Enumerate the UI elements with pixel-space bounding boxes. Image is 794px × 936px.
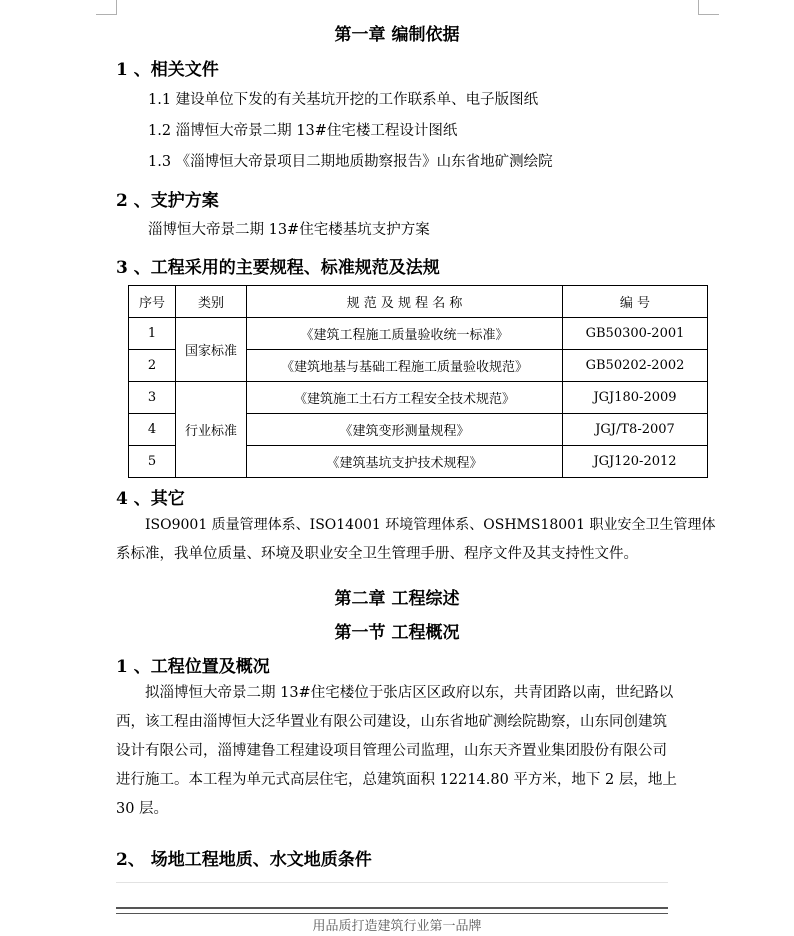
- row-code: JGJ/T8-2007: [563, 414, 708, 446]
- row-no: 1: [129, 318, 176, 350]
- category-industry: 行业标准: [176, 382, 247, 478]
- section-6-heading: 2、 场地工程地质、水文地质条件: [116, 850, 372, 870]
- chapter-1-title: 第一章 编制依据: [334, 25, 460, 45]
- row-name: 《建筑变形测量规程》: [247, 414, 563, 446]
- row-code: GB50202-2002: [563, 350, 708, 382]
- section-1-heading: 1 、相关文件: [116, 60, 219, 80]
- row-name: 《建筑地基与基础工程施工质量验收规范》: [247, 350, 563, 382]
- row-no: 4: [129, 414, 176, 446]
- section-2-heading: 2 、支护方案: [116, 191, 219, 211]
- row-name: 《建筑施工土石方工程安全技术规范》: [247, 382, 563, 414]
- header-code: 编 号: [563, 286, 708, 318]
- section-5-line-2: 西，该工程由淄博恒大泛华置业有限公司建设，山东省地矿测绘院勘察，山东同创建筑: [116, 714, 667, 730]
- section-1-item-2: 1.2 淄博恒大帝景二期 13#住宅楼工程设计图纸: [148, 123, 458, 139]
- chapter-2-title: 第二章 工程综述: [334, 589, 460, 609]
- category-national: 国家标准: [176, 318, 247, 382]
- footer-slogan: 用品质打造建筑行业第一品牌: [312, 919, 482, 934]
- row-no: 3: [129, 382, 176, 414]
- section-3-heading: 3 、工程采用的主要规程、标准规范及法规: [116, 258, 440, 278]
- section-2-text: 淄博恒大帝景二期 13#住宅楼基坑支护方案: [148, 222, 430, 238]
- row-name: 《建筑基坑支护技术规程》: [247, 446, 563, 478]
- header-no: 序号: [129, 286, 176, 318]
- footer-rule: [116, 907, 668, 914]
- section-4-line-2: 系标准，我单位质量、环境及职业安全卫生管理手册、程序文件及其支持性文件。: [116, 546, 638, 562]
- row-no: 5: [129, 446, 176, 478]
- section-5-line-1: 拟淄博恒大帝景二期 13#住宅楼位于张店区区政府以东，共青团路以南，世纪路以: [145, 685, 674, 701]
- regulations-table: [128, 285, 708, 478]
- section-4-heading: 4 、其它: [116, 489, 185, 509]
- section-4-paragraph: [116, 511, 720, 569]
- crop-mark-top-right: [698, 0, 719, 15]
- section-5-line-4: 进行施工。本工程为单元式高层住宅，总建筑面积 12214.80 平方米，地下 2 层，地上: [116, 772, 677, 788]
- section-5-paragraph: [116, 679, 720, 824]
- header-name: 规 范 及 规 程 名 称: [247, 286, 563, 318]
- row-name: 《建筑工程施工质量验收统一标准》: [247, 318, 563, 350]
- chapter-2-section-1: 第一节 工程概况: [334, 623, 460, 643]
- table-header-row: [129, 286, 708, 318]
- section-5-line-3: 设计有限公司，淄博建鲁工程建设项目管理公司监理，山东天齐置业集团股份有限公司: [116, 743, 667, 759]
- row-code: JGJ120-2012: [563, 446, 708, 478]
- crop-mark-top-left: [96, 0, 117, 15]
- section-4-line-1: ISO9001 质量管理体系、ISO14001 环境管理体系、OSHMS18001 职业安全卫生管理体: [145, 517, 716, 533]
- table-row: [129, 318, 708, 350]
- row-no: 2: [129, 350, 176, 382]
- section-5-line-5: 30 层。: [116, 801, 169, 817]
- section-1-item-3: 1.3 《淄博恒大帝景项目二期地质勘察报告》山东省地矿测绘院: [148, 154, 553, 170]
- table-row: [129, 382, 708, 414]
- section-5-heading: 1 、工程位置及概况: [116, 657, 270, 677]
- row-code: JGJ180-2009: [563, 382, 708, 414]
- header-category: 类别: [176, 286, 247, 318]
- row-code: GB50300-2001: [563, 318, 708, 350]
- section-1-item-1: 1.1 建设单位下发的有关基坑开挖的工作联系单、电子版图纸: [148, 92, 539, 108]
